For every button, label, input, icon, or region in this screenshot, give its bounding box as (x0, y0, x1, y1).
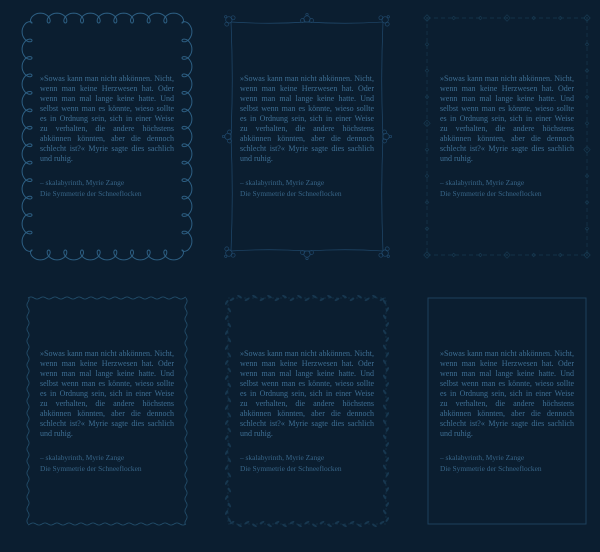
quote-attribution: – skalabyrinth, Myrie Zange (40, 452, 125, 462)
quote-source-title: Die Symmetrie der Schneeflocken (240, 463, 342, 473)
quote-text: »Sowas kann man nicht abkönnen. Nicht, wenn man keine Herzwesen hat. Oder wenn man mal lange keine hatte. Und selbst wenn man es könnte, wieso sollte es in Ordnung sein, sich in einer Weise zu verhalten, die andere höchstens abkönnen könnten, aber die dennoch schlecht ist?« Myrie sagte dies sachlich und ruhig. (440, 348, 574, 438)
quote-text: »Sowas kann man nicht abkönnen. Nicht, wenn man keine Herzwesen hat. Oder wenn man mal lange keine hatte. Und selbst wenn man es könnte, wieso sollte es in Ordnung sein, sich in einer Weise zu verhalten, die andere höchstens abkönnen könnten, aber die dennoch schlecht ist?« Myrie sagte dies sachlich und ruhig. (40, 74, 174, 163)
quote-attribution: – skalabyrinth, Myrie Zange (240, 452, 325, 462)
quote-text-block (440, 292, 574, 530)
quote-text: »Sowas kann man nicht abkönnen. Nicht, wenn man keine Herzwesen hat. Oder wenn man mal lange keine hatte. Und selbst wenn man es könnte, wieso sollte es in Ordnung sein, sich in einer Weise zu verhalten, die andere höchstens abkönnen könnten, aber die dennoch schlecht ist?« Myrie sagte dies sachlich und ruhig. (240, 74, 374, 163)
quote-card-wavy (22, 292, 192, 530)
quote-text: »Sowas kann man nicht abkönnen. Nicht, wenn man keine Herzwesen hat. Oder wenn man mal lange keine hatte. Und selbst wenn man es könnte, wieso sollte es in Ordnung sein, sich in einer Weise zu verhalten, die andere höchstens abkönnen könnten, aber die dennoch schlecht ist?« Myrie sagte dies sachlich und ruhig. (40, 348, 174, 438)
quote-text-block (440, 13, 574, 260)
quote-source-title: Die Symmetrie der Schneeflocken (40, 189, 142, 198)
quote-source-title: Die Symmetrie der Schneeflocken (440, 189, 542, 198)
quote-card-vine (222, 292, 392, 530)
quote-text-block (240, 292, 374, 530)
quote-card-plain (422, 292, 592, 530)
quote-card-filigree (222, 13, 392, 260)
quote-card-chain (422, 13, 592, 260)
quote-attribution: – skalabyrinth, Myrie Zange (240, 178, 325, 187)
quote-card-loops (22, 13, 192, 260)
quote-attribution: – skalabyrinth, Myrie Zange (440, 452, 525, 462)
quote-attribution: – skalabyrinth, Myrie Zange (40, 178, 125, 187)
quote-source-title: Die Symmetrie der Schneeflocken (40, 463, 142, 473)
quote-source-title: Die Symmetrie der Schneeflocken (240, 189, 342, 198)
quote-text-block (40, 13, 174, 260)
quote-text-block (40, 292, 174, 530)
quote-text-block (240, 13, 374, 260)
quote-text: »Sowas kann man nicht abkönnen. Nicht, wenn man keine Herzwesen hat. Oder wenn man mal lange keine hatte. Und selbst wenn man es könnte, wieso sollte es in Ordnung sein, sich in einer Weise zu verhalten, die andere höchstens abkönnen könnten, aber die dennoch schlecht ist?« Myrie sagte dies sachlich und ruhig. (440, 74, 574, 163)
quote-source-title: Die Symmetrie der Schneeflocken (440, 463, 542, 473)
quote-attribution: – skalabyrinth, Myrie Zange (440, 178, 525, 187)
quote-text: »Sowas kann man nicht abkönnen. Nicht, wenn man keine Herzwesen hat. Oder wenn man mal lange keine hatte. Und selbst wenn man es könnte, wieso sollte es in Ordnung sein, sich in einer Weise zu verhalten, die andere höchstens abkönnen könnten, aber die dennoch schlecht ist?« Myrie sagte dies sachlich und ruhig. (240, 348, 374, 438)
